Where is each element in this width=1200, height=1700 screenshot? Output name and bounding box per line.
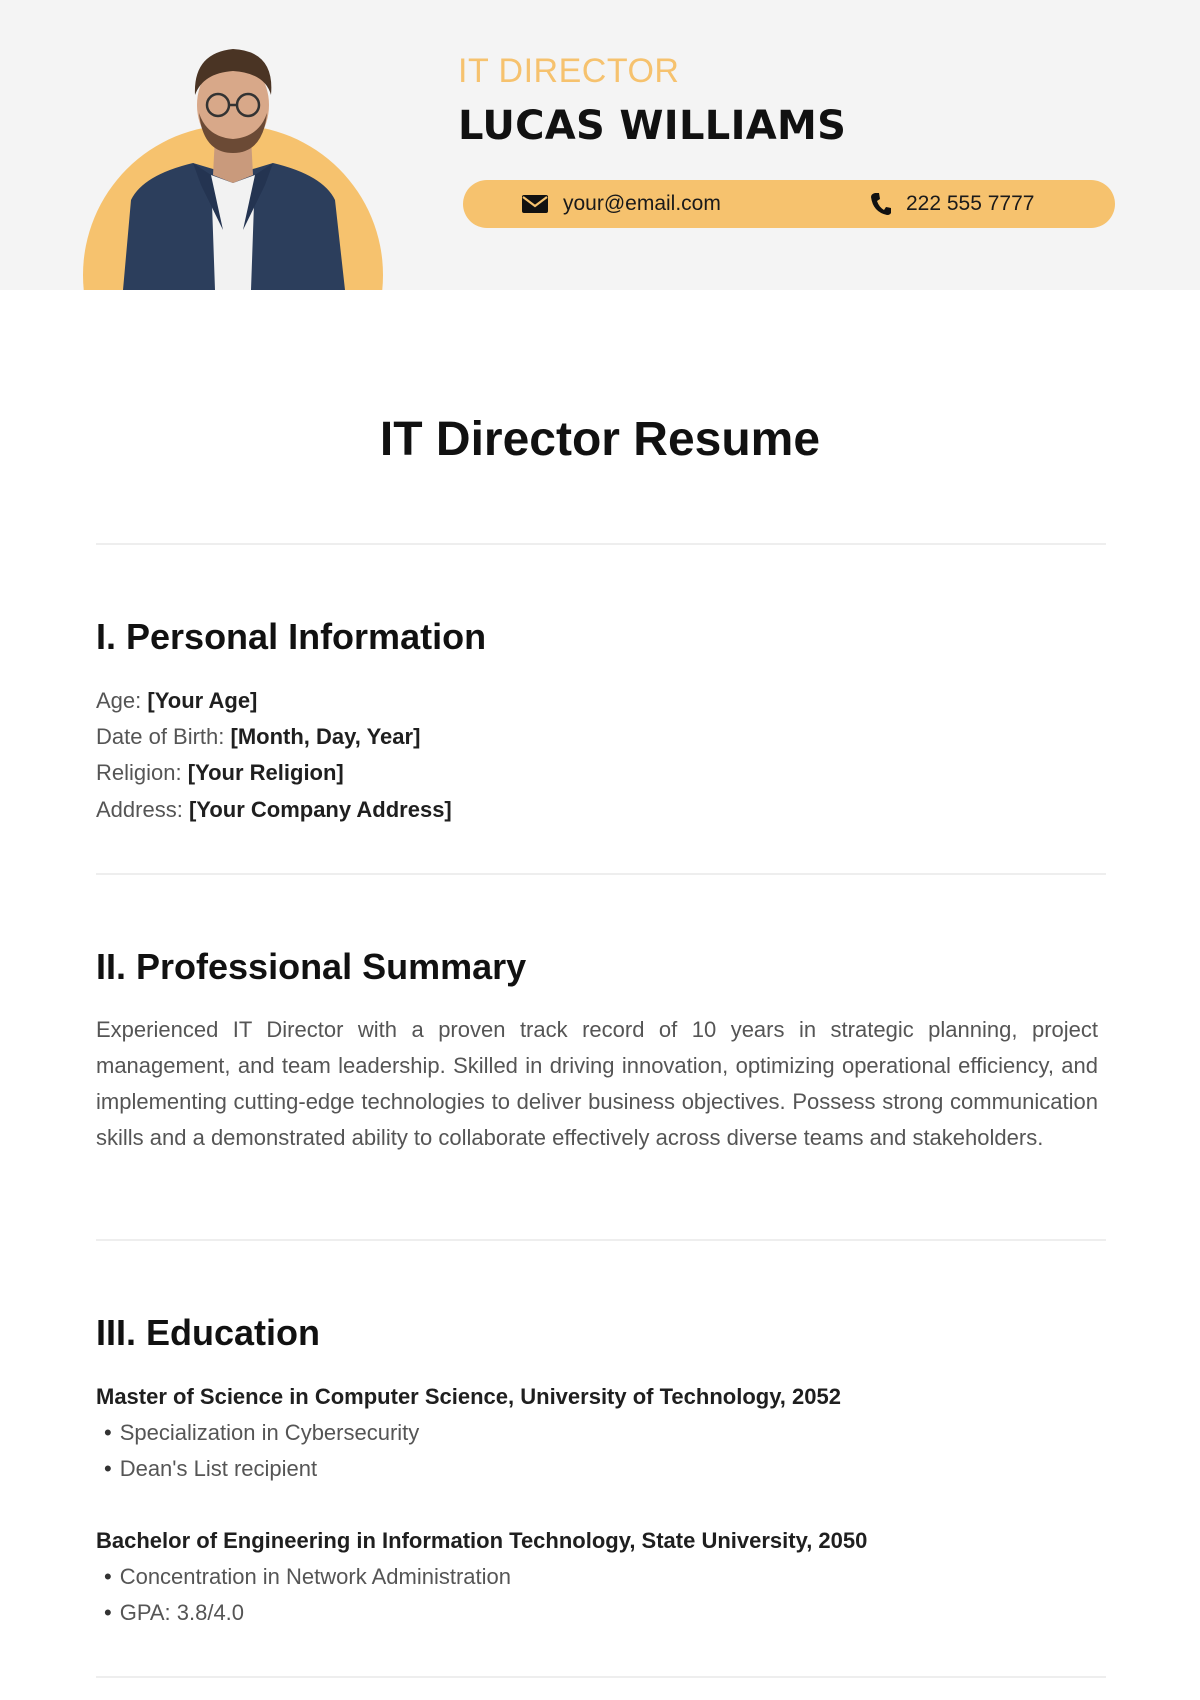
info-row-religion (96, 760, 344, 786)
section-heading-education: III. Education (96, 1312, 321, 1353)
phone-text[interactable]: 222 555 7777 (906, 192, 1035, 215)
section-heading-professional-summary: II. Professional Summary (96, 946, 527, 987)
info-row-address (96, 797, 452, 823)
degree-detail: • Dean's List recipient (104, 1456, 317, 1482)
degree-title: Bachelor of Engineering in Information Technology, State University, 2050 (96, 1528, 868, 1553)
email-text[interactable]: your@email.com (563, 192, 721, 215)
degree-title: Master of Science in Computer Science, University of Technology, 2052 (96, 1384, 841, 1409)
info-label: Date of Birth: (96, 724, 225, 749)
info-value: [Your Religion] (187, 760, 344, 785)
info-label: Address: (96, 797, 183, 822)
contact-bar (463, 180, 1115, 228)
divider (96, 1676, 1106, 1678)
divider (96, 1239, 1106, 1241)
info-label: Religion: (96, 760, 182, 785)
job-title: IT DIRECTOR (458, 52, 680, 90)
person-portrait-icon (83, 25, 383, 290)
info-value: [Your Company Address] (188, 797, 452, 822)
info-label: Age: (96, 688, 142, 713)
degree-detail: • Concentration in Network Administration (104, 1564, 511, 1590)
resume-header (0, 0, 1200, 290)
degree-detail: • GPA: 3.8/4.0 (104, 1600, 244, 1626)
envelope-icon (521, 193, 549, 215)
section-heading-personal-information: I. Personal Information (96, 616, 487, 657)
divider (96, 873, 1106, 875)
info-value: [Your Age] (147, 688, 258, 713)
person-name: LUCAS WILLIAMS (458, 103, 847, 149)
contact-email[interactable] (521, 180, 721, 228)
info-row-age (96, 688, 257, 714)
summary-paragraph: Experienced IT Director with a proven track record of 10 years in strategic planning, project management, and team leadership. Skilled in driving innovation, optimizing operational efficiency, and implementing cutting-edge technologies to deliver business objectives. Possess strong communication skills and a demonstrated ability to collaborate effectively across diverse teams and stakeholders. (96, 1017, 1098, 1150)
degree-detail: • Specialization in Cybersecurity (104, 1420, 419, 1446)
info-value: [Month, Day, Year] (230, 724, 421, 749)
document-title: IT Director Resume (379, 413, 821, 466)
contact-phone[interactable] (870, 180, 1034, 228)
profile-photo (83, 25, 383, 290)
phone-icon (870, 192, 892, 216)
divider (96, 543, 1106, 545)
info-row-date-of-birth (96, 724, 420, 750)
